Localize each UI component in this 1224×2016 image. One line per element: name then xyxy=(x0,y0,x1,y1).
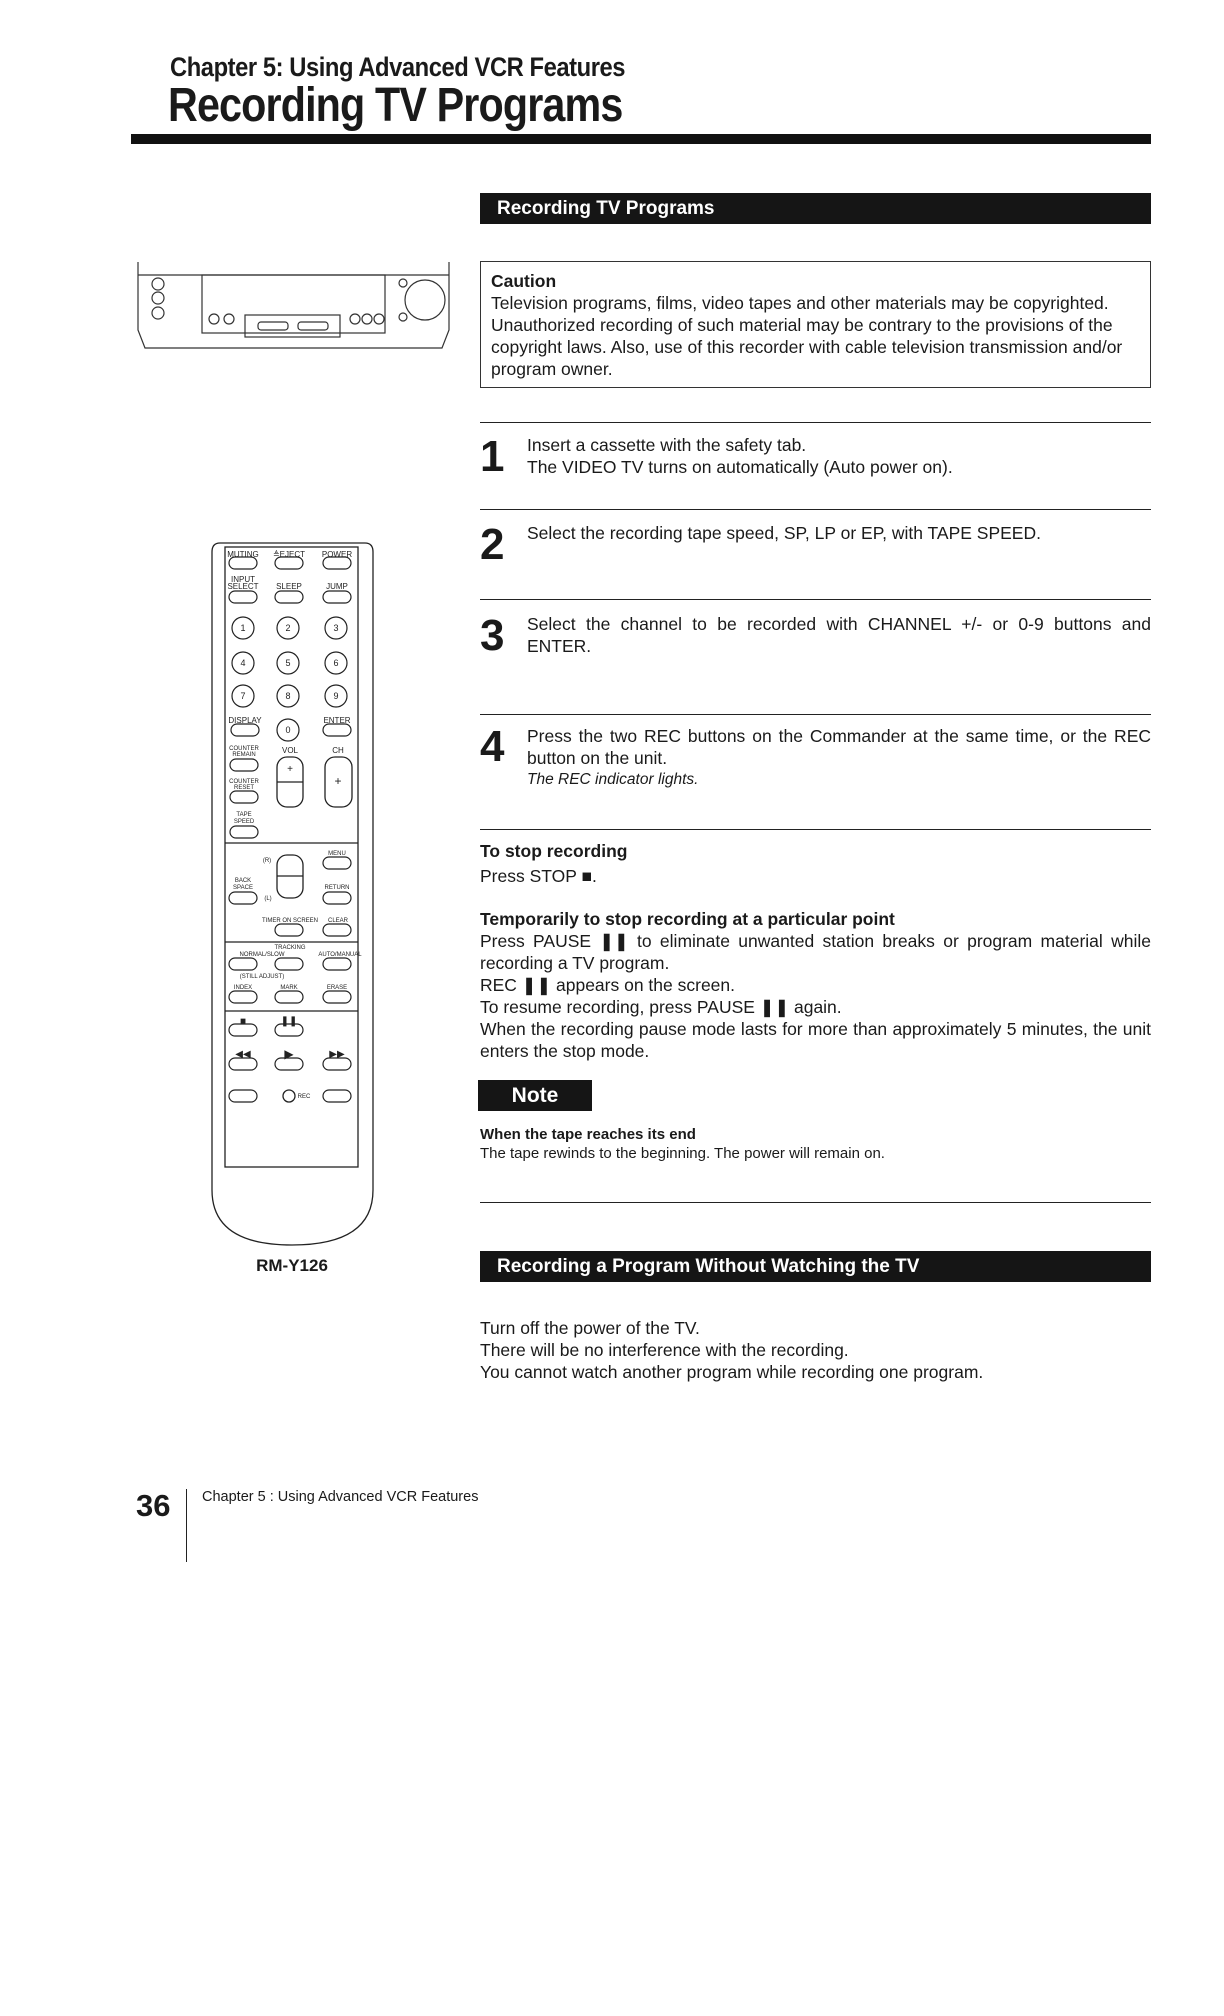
text-line: You cannot watch another program while recording one program. xyxy=(480,1362,984,1382)
fast-forward-icon: ▶▶ xyxy=(329,1049,345,1060)
step-1-text xyxy=(527,434,1151,478)
remote-button xyxy=(275,991,303,1003)
remote-button xyxy=(229,591,257,603)
caution-title: Caution xyxy=(491,271,557,291)
remote-label: TAPE xyxy=(236,812,252,818)
remote-button xyxy=(323,924,351,936)
pause-block xyxy=(480,908,1151,1062)
divider xyxy=(480,829,1151,830)
remote-label: MARK xyxy=(280,985,298,991)
remote-label: SPEED xyxy=(233,819,255,825)
remote-label: BACK xyxy=(234,878,252,884)
remote-digit-label: 8 xyxy=(285,691,291,701)
vcr-front-panel-illustration xyxy=(130,250,460,360)
remote-button xyxy=(229,991,257,1003)
remote-label-vol: VOL xyxy=(281,746,299,755)
note-heading: When the tape reaches its end xyxy=(480,1126,696,1143)
remote-digit-label: 0 xyxy=(285,725,291,735)
remote-label: COUNTER xyxy=(229,746,259,752)
step-3-text: Select the channel to be recorded with CHANNEL +/- or 0-9 buttons and ENTER. xyxy=(527,614,1151,656)
remote-button xyxy=(275,591,303,603)
remote-label: SPACE xyxy=(233,885,253,891)
note-block xyxy=(480,1125,1151,1163)
step-note: The REC indicator lights. xyxy=(527,771,699,788)
remote-label-jump: JUMP xyxy=(326,582,348,591)
pause-icon: ❚❚ xyxy=(280,1016,298,1027)
remote-digit-label: 2 xyxy=(285,623,291,633)
remote-button xyxy=(323,724,351,736)
pause-line: Press PAUSE ❚❚ to eliminate unwanted station breaks or program material while recording a TV program. xyxy=(480,931,1151,973)
step-4-text xyxy=(527,725,1151,791)
remote-label: (STILL ADJUST) xyxy=(239,974,285,980)
remote-label-power: POWER xyxy=(321,550,353,559)
note-text: The tape rewinds to the beginning. The power will remain on. xyxy=(480,1145,885,1162)
remote-label-select: SELECT xyxy=(227,582,259,591)
remote-label: NORMAL/SLOW xyxy=(239,952,285,958)
page-title: Recording TV Programs xyxy=(168,79,623,132)
pause-heading: Temporarily to stop recording at a particular point xyxy=(480,909,895,929)
remote-button xyxy=(230,826,258,838)
step-number: 3 xyxy=(480,611,505,660)
divider xyxy=(480,714,1151,715)
remote-button xyxy=(230,791,258,803)
note-label: Note xyxy=(478,1080,592,1111)
remote-label: CLEAR xyxy=(327,918,349,924)
stop-heading: To stop recording xyxy=(480,841,628,861)
remote-label: (R) xyxy=(262,858,272,864)
remote-label: INDEX xyxy=(233,985,253,991)
remote-button xyxy=(323,958,351,970)
remote-button xyxy=(323,892,351,904)
remote-commander-illustration xyxy=(205,540,380,1250)
remote-button xyxy=(323,591,351,603)
section2-text xyxy=(480,1317,1151,1383)
step-number: 1 xyxy=(480,432,505,481)
remote-button xyxy=(323,857,351,869)
text-line: There will be no interference with the recording. xyxy=(480,1340,849,1360)
stop-icon: ■ xyxy=(239,1016,247,1027)
remote-digit-label: 6 xyxy=(333,658,339,668)
remote-button xyxy=(229,892,257,904)
remote-label: TIMER ON SCREEN xyxy=(261,918,319,924)
remote-digit-label: 9 xyxy=(333,691,339,701)
step-line: Press the two REC buttons on the Commander at the same time, or the REC button on the unit. xyxy=(527,726,1151,768)
divider xyxy=(480,422,1151,423)
remote-label: (L) xyxy=(264,896,272,902)
remote-digit-label: 5 xyxy=(285,658,291,668)
stop-text: Press STOP ■. xyxy=(480,866,597,886)
step-number: 4 xyxy=(480,722,505,771)
pause-line: REC ❚❚ appears on the screen. xyxy=(480,975,736,995)
remote-label: REC xyxy=(297,1094,311,1100)
remote-label: RESET xyxy=(233,785,255,791)
caution-text: Television programs, films, video tapes and other materials may be copyrighted. Unauthorized recording of such material may be contrary to the provisions of the copyright laws. Also, use of this recorder with cable television transmission and/or program owner. xyxy=(491,293,1123,379)
ch-plus-icon: + xyxy=(334,774,342,788)
caution-box xyxy=(480,261,1151,388)
remote-label: TRACKING xyxy=(274,945,306,951)
remote-label-ch: CH xyxy=(332,746,344,755)
page-number: 36 xyxy=(136,1488,171,1523)
remote-label: MENU xyxy=(328,851,346,857)
text-line: Turn off the power of the TV. xyxy=(480,1318,700,1338)
remote-digit-label: 3 xyxy=(333,623,339,633)
remote-label: ERASE xyxy=(326,985,348,991)
remote-label-display: DISPLAY xyxy=(228,716,262,725)
footer-divider xyxy=(186,1489,187,1562)
remote-label: AUTO/MANUAL xyxy=(318,952,362,958)
title-rule xyxy=(131,134,1151,144)
remote-button xyxy=(229,958,257,970)
remote-label-eject: ≜EJECT xyxy=(272,550,306,559)
divider xyxy=(480,1202,1151,1203)
step-line: Insert a cassette with the safety tab. xyxy=(527,435,807,455)
remote-label: RETURN xyxy=(324,885,350,891)
footer-text: Chapter 5 : Using Advanced VCR Features xyxy=(202,1489,479,1505)
remote-label: REMAIN xyxy=(232,752,256,758)
remote-button xyxy=(323,991,351,1003)
step-2-text: Select the recording tape speed, SP, LP or EP, with TAPE SPEED. xyxy=(527,523,1041,543)
remote-label-muting: MUTING xyxy=(227,550,259,559)
vol-plus-icon: + xyxy=(287,764,293,775)
remote-button xyxy=(275,958,303,970)
divider xyxy=(480,599,1151,600)
remote-button xyxy=(323,1090,351,1102)
remote-button xyxy=(231,724,259,736)
divider xyxy=(480,509,1151,510)
rewind-icon: ◀◀ xyxy=(235,1049,251,1060)
remote-digit-label: 4 xyxy=(240,658,246,668)
remote-digit-label: 7 xyxy=(240,691,246,701)
remote-digit-label: 1 xyxy=(240,623,246,633)
section-header-recording-tv-programs: Recording TV Programs xyxy=(480,193,1151,224)
play-icon: ▶ xyxy=(284,1047,294,1061)
remote-button xyxy=(229,1090,257,1102)
step-number: 2 xyxy=(480,520,505,569)
remote-label-enter: ENTER xyxy=(323,716,351,725)
stop-recording-block xyxy=(480,840,1151,887)
step-line: The VIDEO TV turns on automatically (Auto power on). xyxy=(527,457,953,477)
remote-label-sleep: SLEEP xyxy=(276,582,302,591)
remote-label: COUNTER xyxy=(229,779,259,785)
remote-model-label: RM-Y126 xyxy=(256,1256,328,1275)
chapter-heading: Chapter 5: Using Advanced VCR Features xyxy=(170,52,626,82)
pause-line: To resume recording, press PAUSE ❚❚ again. xyxy=(480,997,842,1017)
remote-button xyxy=(275,924,303,936)
remote-label-input: INPUT xyxy=(231,575,255,584)
pause-line: When the recording pause mode lasts for more than approximately 5 minutes, the unit enters the stop mode. xyxy=(480,1019,1151,1061)
remote-button xyxy=(230,759,258,771)
section-header-recording-without-watching: Recording a Program Without Watching the TV xyxy=(480,1251,1151,1282)
